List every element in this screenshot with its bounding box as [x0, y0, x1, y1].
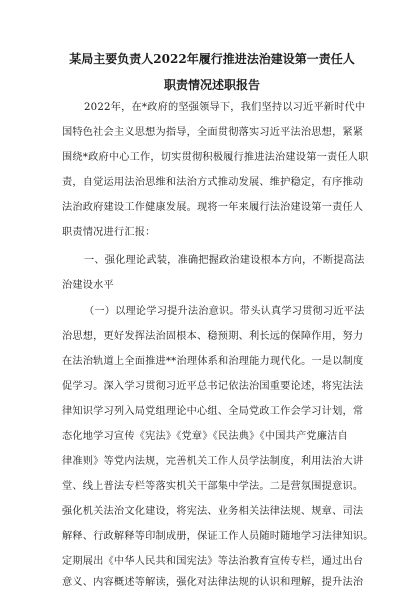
body-line: 律知识学习列入局党组理论中心组、全局党政工作会学习计划，常: [62, 406, 364, 417]
body-line: 堂、线上普法专栏等落实机关干部集中学法。二是营氛围提意识。: [62, 481, 364, 492]
body-line: 围绕*政府中心工作，切实贯彻积极履行推进法治建设第一责任人职: [62, 152, 369, 163]
body-line: 法治政府建设工作健康发展。现将一年来履行法治建设第一责任人: [62, 202, 364, 213]
body-line: 律准则》等党内法规，完善机关工作人员学法制度，利用法治大讲: [62, 456, 364, 467]
body-line: （一）以理论学习提升法治意识。带头认真学习贯彻习近平法: [84, 306, 365, 317]
body-line: 治思想，更好发挥法治固根本、稳预期、利长远的保障作用，努力: [62, 331, 364, 342]
body-line: 强化机关法治文化建设，将宪法、业务相关法律法规、规章、司法: [62, 506, 364, 517]
body-line: 职责情况进行汇报：: [62, 227, 156, 238]
body-line: 定期展出《中华人民共和国宪法》等法治教育宣传专栏，通过出台: [62, 556, 364, 567]
body-line: 2022年，在*政府的坚强领导下，我们坚持以习近平新时代中: [84, 102, 366, 113]
section-heading: 治建设水平: [62, 280, 114, 291]
body-line: 态化地学习宣传《宪法》《党章》《民法典》《中国共产党廉洁自: [62, 431, 348, 442]
body-line: 在法治轨道上全面推进**治理体系和治理能力现代化。一是以制度: [62, 356, 364, 367]
title-line-2: 职责情况述职报告: [163, 78, 260, 92]
title-line-1: 某局主要负责人2022年履行推进法治建设第一责任人: [69, 52, 355, 66]
body-line: 解释、行政解释等印制成册，保证工作人员随时随地学习法律知识。: [62, 531, 374, 542]
body-line: 促学习。深入学习贯彻习近平总书记依法治国重要论述，将宪法法: [62, 381, 364, 392]
body-line: 责，自觉运用法治思维和法治方式推动发展、维护稳定，有序推动: [62, 177, 364, 188]
section-heading: 一、强化理论武装，准确把握政治建设根本方向，不断提高法: [84, 255, 365, 266]
body-line: 意义、内容概述等解读，强化对法律法规的认识和理解，提升法治: [62, 577, 364, 588]
body-line: 国特色社会主义思想为指导，全面贯彻落实习近平法治思想，紧紧: [62, 127, 364, 138]
